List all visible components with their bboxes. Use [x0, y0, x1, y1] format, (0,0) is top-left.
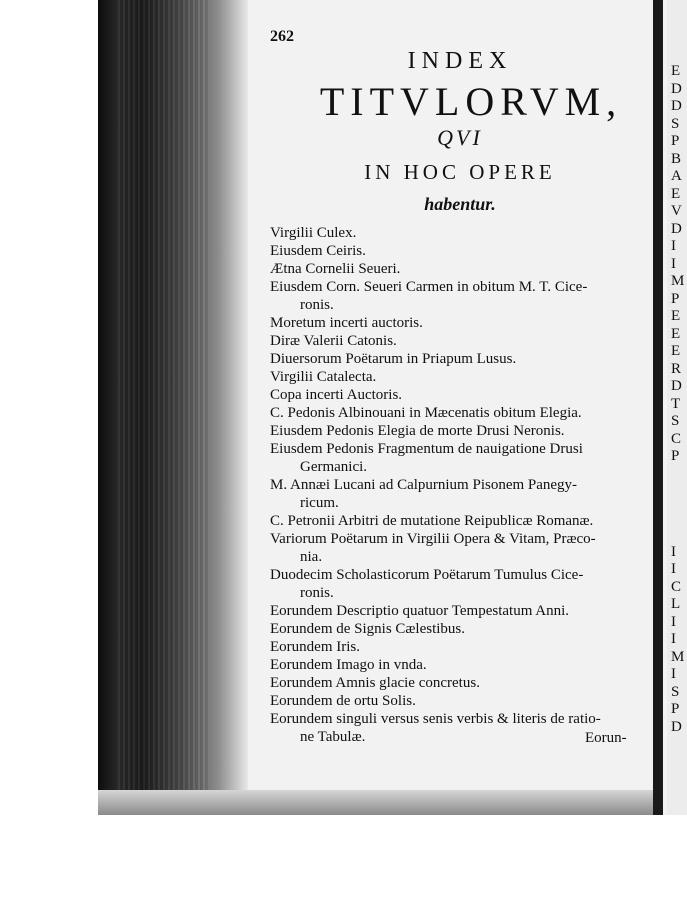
index-entry: Diuersorum Poëtarum in Priapum Lusus.	[270, 351, 517, 367]
facing-page-letter: P	[671, 290, 680, 307]
index-entry: M. Annæi Lucani ad Calpurnium Pisonem Panegy-	[270, 477, 578, 493]
facing-page-letter: A	[671, 168, 682, 184]
index-entry: Copa incerti Auctoris.	[270, 387, 403, 403]
index-entry: ronis.	[300, 297, 334, 313]
facing-page-letter: I	[671, 561, 676, 577]
catchword: Eorun-	[585, 730, 627, 746]
title-titulorum: TITVLORVM,	[319, 79, 623, 124]
index-entry: Eorundem de ortu Solis.	[270, 693, 416, 709]
index-entry: Eiusdem Pedonis Fragmentum de nauigatione Drusi	[270, 441, 583, 457]
title-in-hoc-opere: IN HOC OPERE	[364, 160, 556, 184]
title-habentur: habentur.	[424, 194, 496, 214]
facing-page-letter: P	[671, 701, 680, 717]
facing-page-letter: E	[671, 343, 681, 359]
facing-page-letter: C	[671, 578, 682, 595]
facing-page-letter: I	[671, 631, 676, 647]
facing-page-letter: C	[671, 430, 682, 447]
page-number: 262	[270, 28, 294, 45]
facing-page-letter: I	[671, 238, 676, 254]
facing-page-letter: L	[671, 596, 681, 612]
index-entry: Variorum Poëtarum in Virgilii Opera & Vitam, Præco-	[270, 531, 596, 547]
facing-page-letter: E	[671, 325, 681, 342]
index-entry: Virgilii Catalecta.	[270, 369, 377, 385]
index-entry: Eiusdem Corn. Seueri Carmen in obitum M. T. Cice-	[270, 279, 588, 295]
book-gutter	[98, 0, 248, 815]
facing-page-letter: T	[671, 395, 681, 412]
facing-page-letter: E	[671, 308, 681, 324]
facing-page-letter: D	[671, 378, 682, 394]
title-index: INDEX	[407, 48, 513, 74]
facing-page-letter: S	[671, 413, 680, 429]
facing-page-letter: P	[671, 133, 680, 149]
index-entry: ronis.	[300, 585, 334, 601]
index-entry: Eiusdem Pedonis Elegia de morte Drusi Neronis.	[270, 423, 565, 439]
facing-page-letter: E	[671, 63, 681, 79]
index-entry: Eorundem Iris.	[270, 639, 360, 655]
facing-page-letter: M	[671, 648, 685, 665]
facing-page-letter: I	[671, 613, 676, 630]
index-entry: Eorundem singuli versus senis verbis & literis de ratio-	[270, 711, 601, 727]
index-entry: Eorundem de Signis Cælestibus.	[270, 621, 465, 637]
index-entry: Virgilii Culex.	[270, 225, 357, 241]
facing-page-letter: E	[671, 185, 681, 202]
gutter-texture	[118, 0, 208, 815]
facing-page-letter: V	[671, 203, 682, 219]
title-qui: QVI	[437, 125, 483, 150]
index-entry: Eiusdem Ceiris.	[270, 243, 366, 259]
index-entry: Eorundem Imago in vnda.	[270, 657, 427, 673]
index-entry: Moretum incerti auctoris.	[270, 315, 423, 331]
index-entry: Duodecim Scholasticorum Poëtarum Tumulus Cice-	[270, 567, 584, 583]
facing-page-letter: M	[671, 273, 685, 289]
facing-page-letter: D	[671, 718, 682, 735]
facing-page-letter: S	[671, 115, 680, 132]
facing-page-letter: P	[671, 448, 680, 464]
index-entry: C. Petronii Arbitri de mutatione Reipublicæ Romanæ.	[270, 513, 594, 529]
facing-page-letter: D	[671, 80, 682, 97]
index-entry: ricum.	[300, 495, 339, 511]
index-entry: Ætna Cornelii Seueri.	[270, 261, 401, 277]
index-entries	[270, 224, 650, 746]
page-bottom-edge	[98, 790, 658, 815]
facing-page-letter: D	[671, 220, 682, 237]
index-entry: Eorundem Descriptio quatuor Tempestatum Anni.	[270, 603, 570, 619]
facing-page-letter: I	[671, 543, 676, 560]
index-entry: ne Tabulæ.	[300, 729, 366, 745]
index-entry: Eorundem Amnis glacie concretus.	[270, 675, 480, 691]
facing-page-letter: B	[671, 150, 682, 167]
facing-page-letter: I	[671, 255, 676, 272]
index-entry: Germanici.	[300, 459, 368, 475]
index-entry: Diræ Valerii Catonis.	[270, 333, 397, 349]
facing-page-letter: R	[671, 360, 682, 377]
facing-page-letter: I	[671, 666, 676, 682]
index-entry: nia.	[300, 549, 323, 565]
facing-page-letter: S	[671, 683, 680, 700]
facing-page-letter: D	[671, 98, 682, 114]
index-entry: C. Pedonis Albinouani in Mæcenatis obitum Elegia.	[270, 405, 582, 421]
